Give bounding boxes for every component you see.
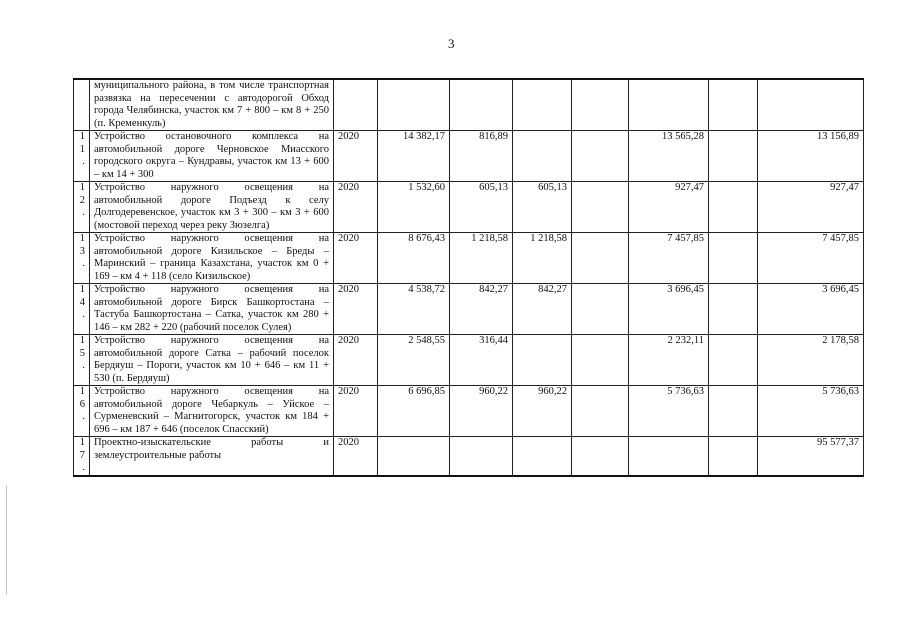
year-cell bbox=[334, 79, 378, 131]
row-number-cell: 14. bbox=[74, 284, 90, 335]
work-description-cell: Устройство наружного освещения на автомобильной дороге Сатка – рабочий поселок Бердяуш – Пороги, участок км 10 + 646 – км 11 + 530 (п. Бердяуш) bbox=[90, 335, 334, 386]
value-cell-col8 bbox=[709, 386, 758, 437]
value-cell-col9: 95 577,37 bbox=[758, 437, 864, 476]
work-description-cell: Устройство наружного освещения на автомобильной дороге Подъезд к селу Долгодеревенское, участок км 3 + 300 – км 3 + 600 (мостовой переход через реку Зюзелга) bbox=[90, 182, 334, 233]
value-cell-col5 bbox=[513, 79, 572, 131]
table-row bbox=[74, 386, 864, 437]
row-number-cell: 12. bbox=[74, 182, 90, 233]
value-cell-col5: 842,27 bbox=[513, 284, 572, 335]
value-cell-col9: 927,47 bbox=[758, 182, 864, 233]
work-description-cell: муниципального района, в том числе транспортная развязка на пересечении с автодорогой Обход города Челябинска, участок км 7 + 800 – км 8 + 250 (п. Кременкуль) bbox=[90, 79, 334, 131]
work-description-cell: Устройство наружного освещения на автомобильной дороге Чебаркуль – Уйское – Сурменевский – Магнитогорск, участок км 184 + 696 – км 187 + 646 (поселок Спасский) bbox=[90, 386, 334, 437]
value-cell-col9: 2 178,58 bbox=[758, 335, 864, 386]
table-row bbox=[74, 335, 864, 386]
value-cell-col8 bbox=[709, 131, 758, 182]
table-row bbox=[74, 233, 864, 284]
value-cell-col6 bbox=[572, 233, 629, 284]
work-description-cell: Устройство наружного освещения на автомобильной дороге Бирск Башкортостана – Тастуба Башкортостана – Сатка, участок км 280 + 146 – км 282 + 220 (рабочий поселок Сулея) bbox=[90, 284, 334, 335]
value-cell-col5 bbox=[513, 335, 572, 386]
row-number-cell bbox=[74, 79, 90, 131]
value-cell-col8 bbox=[709, 79, 758, 131]
year-cell: 2020 bbox=[334, 182, 378, 233]
value-cell-col8 bbox=[709, 233, 758, 284]
value-cell-col9: 5 736,63 bbox=[758, 386, 864, 437]
total-cost-cell: 8 676,43 bbox=[378, 233, 450, 284]
value-cell-col5: 960,22 bbox=[513, 386, 572, 437]
value-cell-col8 bbox=[709, 437, 758, 476]
total-cost-cell: 4 538,72 bbox=[378, 284, 450, 335]
page-number: 3 bbox=[448, 36, 455, 51]
work-description-cell: Проектно-изыскательские работы и землеустроительные работы bbox=[90, 437, 334, 476]
total-cost-cell bbox=[378, 79, 450, 131]
value-cell-col4: 316,44 bbox=[450, 335, 513, 386]
value-cell-col9 bbox=[758, 79, 864, 131]
total-cost-cell: 1 532,60 bbox=[378, 182, 450, 233]
year-cell: 2020 bbox=[334, 131, 378, 182]
table-row bbox=[74, 131, 864, 182]
value-cell-col9: 3 696,45 bbox=[758, 284, 864, 335]
budget-table bbox=[73, 78, 864, 477]
value-cell-col4: 605,13 bbox=[450, 182, 513, 233]
row-number-cell: 13. bbox=[74, 233, 90, 284]
scan-edge-mark bbox=[6, 485, 7, 595]
table-row bbox=[74, 284, 864, 335]
table-row bbox=[74, 437, 864, 476]
value-cell-col5 bbox=[513, 437, 572, 476]
total-cost-cell: 2 548,55 bbox=[378, 335, 450, 386]
value-cell-col7: 7 457,85 bbox=[629, 233, 709, 284]
year-cell: 2020 bbox=[334, 386, 378, 437]
year-cell: 2020 bbox=[334, 437, 378, 476]
year-cell: 2020 bbox=[334, 335, 378, 386]
row-number-cell: 15. bbox=[74, 335, 90, 386]
total-cost-cell: 6 696,85 bbox=[378, 386, 450, 437]
row-number-cell: 16. bbox=[74, 386, 90, 437]
value-cell-col6 bbox=[572, 437, 629, 476]
total-cost-cell: 14 382,17 bbox=[378, 131, 450, 182]
value-cell-col6 bbox=[572, 79, 629, 131]
value-cell-col4 bbox=[450, 437, 513, 476]
value-cell-col4: 842,27 bbox=[450, 284, 513, 335]
value-cell-col5 bbox=[513, 131, 572, 182]
value-cell-col8 bbox=[709, 335, 758, 386]
value-cell-col7: 3 696,45 bbox=[629, 284, 709, 335]
total-cost-cell bbox=[378, 437, 450, 476]
value-cell-col9: 13 156,89 bbox=[758, 131, 864, 182]
year-cell: 2020 bbox=[334, 284, 378, 335]
value-cell-col8 bbox=[709, 284, 758, 335]
value-cell-col6 bbox=[572, 335, 629, 386]
value-cell-col8 bbox=[709, 182, 758, 233]
row-number-cell: 17. bbox=[74, 437, 90, 476]
value-cell-col7: 13 565,28 bbox=[629, 131, 709, 182]
value-cell-col9: 7 457,85 bbox=[758, 233, 864, 284]
value-cell-col6 bbox=[572, 284, 629, 335]
value-cell-col7 bbox=[629, 437, 709, 476]
value-cell-col6 bbox=[572, 182, 629, 233]
year-cell: 2020 bbox=[334, 233, 378, 284]
value-cell-col7: 5 736,63 bbox=[629, 386, 709, 437]
value-cell-col7: 2 232,11 bbox=[629, 335, 709, 386]
value-cell-col4: 1 218,58 bbox=[450, 233, 513, 284]
value-cell-col5: 1 218,58 bbox=[513, 233, 572, 284]
row-number-cell: 11. bbox=[74, 131, 90, 182]
value-cell-col4 bbox=[450, 79, 513, 131]
table-row bbox=[74, 79, 864, 131]
value-cell-col4: 816,89 bbox=[450, 131, 513, 182]
value-cell-col4: 960,22 bbox=[450, 386, 513, 437]
table-row bbox=[74, 182, 864, 233]
value-cell-col6 bbox=[572, 386, 629, 437]
work-description-cell: Устройство наружного освещения на автомобильной дороге Кизильское – Бреды – Маринский – граница Казахстана, участок км 0 + 169 – км 4 + 118 (село Кизильское) bbox=[90, 233, 334, 284]
value-cell-col7 bbox=[629, 79, 709, 131]
value-cell-col7: 927,47 bbox=[629, 182, 709, 233]
value-cell-col5: 605,13 bbox=[513, 182, 572, 233]
value-cell-col6 bbox=[572, 131, 629, 182]
work-description-cell: Устройство остановочного комплекса на автомобильной дороге Черновское Миасского городского округа – Кундравы, участок км 13 + 600 – км 14 + 300 bbox=[90, 131, 334, 182]
